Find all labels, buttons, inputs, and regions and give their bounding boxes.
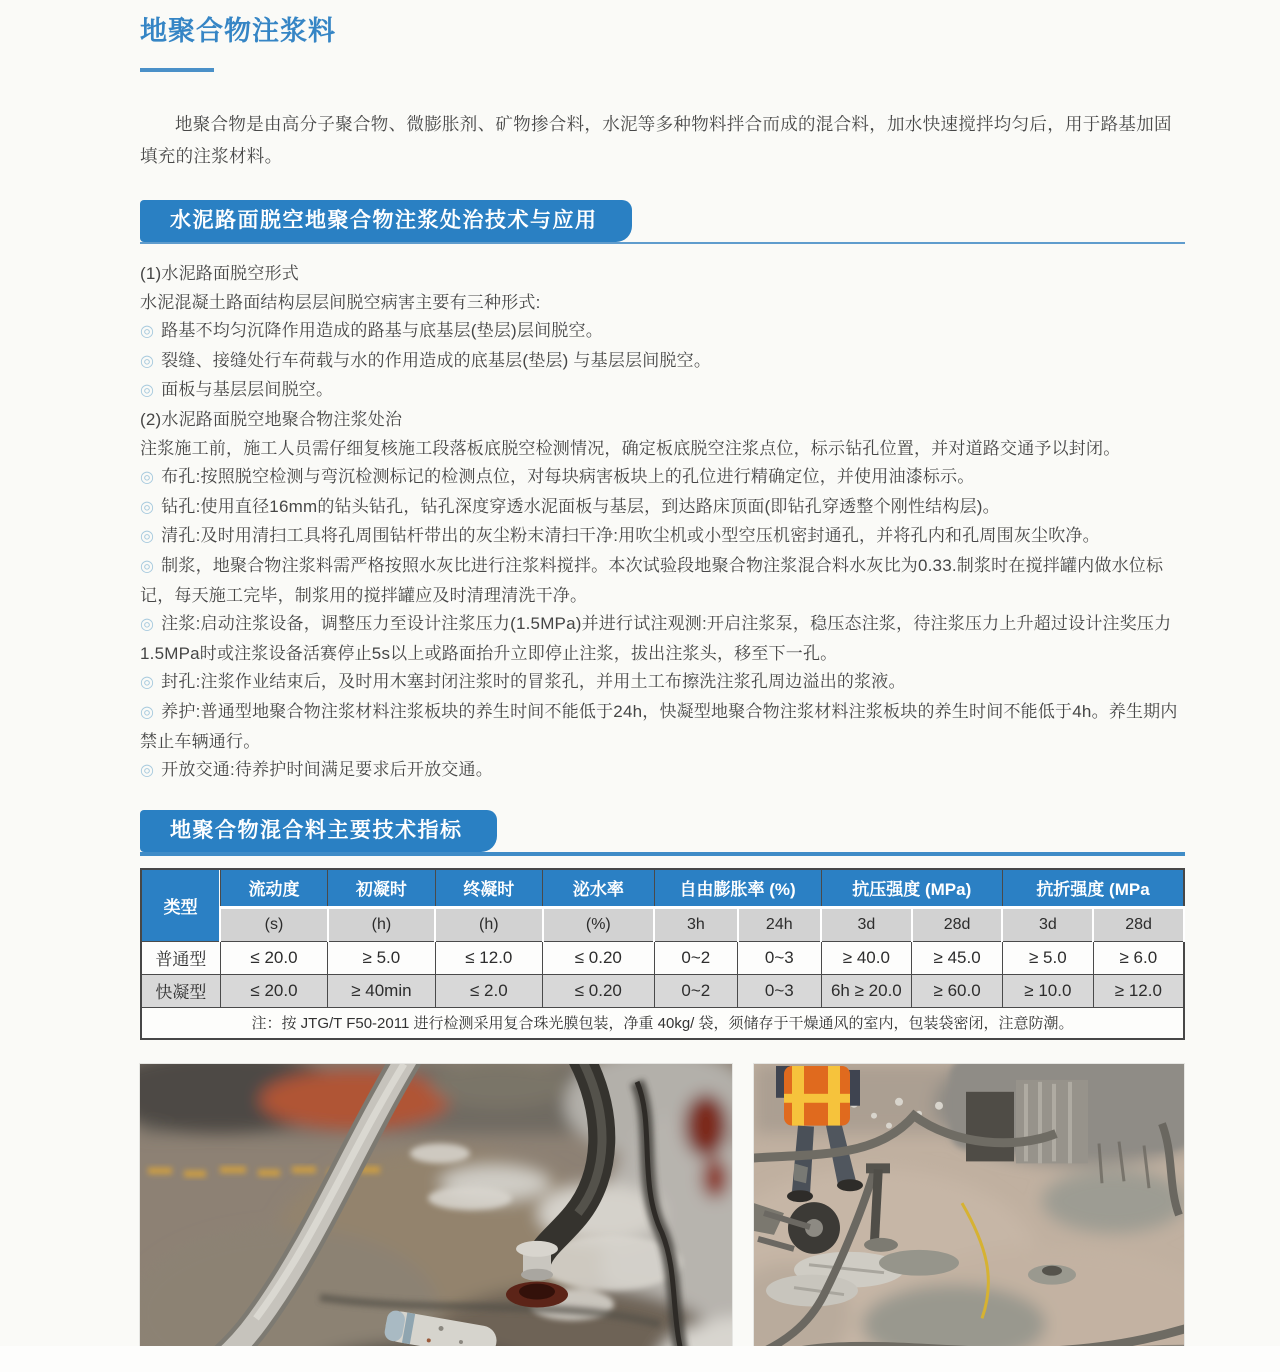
row-type-cell: 快凝型 bbox=[141, 974, 220, 1007]
table-row bbox=[141, 974, 1184, 1007]
table-cell: ≥ 60.0 bbox=[912, 974, 1003, 1007]
table-cell: ≤ 12.0 bbox=[435, 941, 542, 974]
body-paragraph: (2)水泥路面脱空地聚合物注浆处治 bbox=[140, 409, 403, 429]
unit-header-cell: (s) bbox=[220, 907, 327, 941]
worksite-illustration bbox=[754, 1064, 1184, 1372]
table-cell: ≥ 5.0 bbox=[1002, 941, 1093, 974]
unit-header-cell: 3h bbox=[654, 907, 737, 941]
table-cell: ≥ 6.0 bbox=[1093, 941, 1184, 974]
table-cell: ≥ 40min bbox=[328, 974, 435, 1007]
table-cell: 0~2 bbox=[654, 974, 737, 1007]
bullet-icon: ◎ bbox=[140, 469, 155, 487]
bullet-icon: ◎ bbox=[140, 674, 155, 692]
bullet-icon: ◎ bbox=[140, 498, 155, 516]
photo-grout-injection-hole bbox=[140, 1064, 732, 1372]
unit-header-cell: (h) bbox=[435, 907, 542, 941]
body-paragraph: 注浆施工前，施工人员需仔细复核施工段落板底脱空检测情况，确定板底脱空注浆点位，标示钻孔位置，并对道路交通予以封闭。 bbox=[140, 438, 1121, 458]
title-underline bbox=[140, 68, 214, 72]
unit-header-cell: 28d bbox=[912, 907, 1003, 941]
table-cell: ≤ 0.20 bbox=[543, 974, 655, 1007]
table-cell: ≤ 2.0 bbox=[435, 974, 542, 1007]
table-cell: 0~3 bbox=[738, 941, 821, 974]
column-group-header: 自由膨胀率 (%) bbox=[654, 869, 821, 908]
table-cell: 0~3 bbox=[738, 974, 821, 1007]
column-group-header: 终凝时 bbox=[435, 869, 542, 908]
section2-header bbox=[140, 810, 1185, 856]
column-group-header: 泌水率 bbox=[543, 869, 655, 908]
bottom-strip bbox=[0, 1346, 1280, 1372]
unit-header-cell: (%) bbox=[543, 907, 655, 941]
bullet-item: ◎ 路基不均匀沉降作用造成的路基与底基层(垫层)层间脱空。 bbox=[140, 321, 603, 341]
column-group-header: 抗折强度 (MPa bbox=[1002, 869, 1184, 908]
body-paragraph: (1)水泥路面脱空形式 bbox=[140, 264, 299, 283]
table-note: 注：按 JTG/T F50-2011 进行检测采用复合珠光膜包装，净重 40kg/ 袋，须储存于干燥通风的室内，包装袋密闭，注意防潮。 bbox=[141, 1007, 1184, 1039]
bullet-item: ◎ 布孔:按照脱空检测与弯沉检测标记的检测点位，对每块病害板块上的孔位进行精确定位，并使用油漆标示。 bbox=[140, 467, 975, 487]
bullet-item: ◎ 养护:普通型地聚合物注浆材料注浆板块的养生时间不能低于24h，快凝型地聚合物注浆材料注浆板块的养生时间不能低于4h。养生期内禁止车辆通行。 bbox=[140, 701, 1178, 751]
section2-banner: 地聚合物混合料主要技术指标 bbox=[140, 810, 497, 852]
table-cell: 0~2 bbox=[654, 941, 737, 974]
section1-body bbox=[140, 260, 1185, 786]
unit-header-cell: 24h bbox=[738, 907, 821, 941]
table-cell: ≥ 5.0 bbox=[328, 941, 435, 974]
bullet-item: ◎ 制浆，地聚合物注浆料需严格按照水灰比进行注浆料搅拌。本次试验段地聚合物注浆混合料水灰比为0.33.制浆时在搅拌罐内做水位标记，每天施工完毕，制浆用的搅拌罐应及时清理清洗干净。 bbox=[140, 555, 1164, 605]
photo-row bbox=[140, 1064, 1185, 1372]
row-type-cell: 普通型 bbox=[141, 941, 220, 974]
column-group-header: 抗压强度 (MPa) bbox=[821, 869, 1002, 908]
bullet-icon: ◎ bbox=[140, 762, 155, 780]
body-paragraph: 水泥混凝土路面结构层层间脱空病害主要有三种形式: bbox=[140, 292, 541, 312]
table-cell: ≥ 45.0 bbox=[912, 941, 1003, 974]
bullet-icon: ◎ bbox=[140, 557, 155, 575]
bullet-icon: ◎ bbox=[140, 616, 155, 634]
table-cell: ≥ 40.0 bbox=[821, 941, 912, 974]
page-title: 地聚合物注浆料 bbox=[140, 16, 336, 46]
bullet-icon: ◎ bbox=[140, 382, 155, 400]
unit-header-cell: 3d bbox=[1002, 907, 1093, 941]
table-cell: ≥ 12.0 bbox=[1093, 974, 1184, 1007]
bullet-item: ◎ 面板与基层层间脱空。 bbox=[140, 380, 334, 400]
unit-header-cell: (h) bbox=[328, 907, 435, 941]
table-row bbox=[141, 941, 1184, 974]
grout-hole-illustration bbox=[140, 1064, 732, 1372]
table-cell: ≤ 20.0 bbox=[220, 974, 327, 1007]
unit-header-cell: 3d bbox=[821, 907, 912, 941]
unit-header-cell: 28d bbox=[1093, 907, 1184, 941]
section1-banner: 水泥路面脱空地聚合物注浆处治技术与应用 bbox=[140, 200, 632, 242]
table-cell: ≥ 10.0 bbox=[1002, 974, 1093, 1007]
table-cell: ≤ 0.20 bbox=[543, 941, 655, 974]
bullet-item: ◎ 封孔:注浆作业结束后，及时用木塞封闭注浆时的冒浆孔，并用土工布擦洗注浆孔周边溢出的浆液。 bbox=[140, 672, 906, 692]
bullet-item: ◎ 钻孔:使用直径16mm的钻头钻孔，钻孔深度穿透水泥面板与基层，到达路床顶面(即钻孔穿透整个刚性结构层)。 bbox=[140, 496, 1000, 516]
column-group-header: 流动度 bbox=[220, 869, 327, 908]
intro-paragraph: 地聚合物是由高分子聚合物、微膨胀剂、矿物掺合料，水泥等多种物料拌合而成的混合料，加水快速搅拌均匀后，用于路基加固填充的注浆材料。 bbox=[140, 114, 1172, 166]
column-group-header: 初凝时 bbox=[328, 869, 435, 908]
section1-header bbox=[140, 200, 1185, 244]
bullet-item: ◎ 注浆:启动注浆设备，调整压力至设计注浆压力(1.5MPa)并进行试注观测:开启注浆泵，稳压态注浆，待注浆压力上升超过设计注奖压力1.5MPa时或注浆设备活赛停止5s以上或路面抬升立即停止注浆，拔出注浆头，移至下一孔。 bbox=[140, 614, 1172, 663]
spec-table bbox=[140, 868, 1185, 1040]
bullet-icon: ◎ bbox=[140, 703, 155, 721]
column-header-type: 类型 bbox=[141, 869, 220, 942]
table-cell: 6h ≥ 20.0 bbox=[821, 974, 912, 1007]
table-cell: ≤ 20.0 bbox=[220, 941, 327, 974]
bullet-icon: ◎ bbox=[140, 352, 155, 370]
photo-grouting-worksite bbox=[754, 1064, 1184, 1372]
bullet-item: ◎ 开放交通:待养护时间满足要求后开放交通。 bbox=[140, 760, 493, 780]
bullet-icon: ◎ bbox=[140, 528, 155, 546]
bullet-item: ◎ 裂缝、接缝处行车荷载与水的作用造成的底基层(垫层) 与基层层间脱空。 bbox=[140, 350, 712, 370]
bullet-item: ◎ 清孔:及时用清扫工具将孔周围钻杆带出的灰尘粉末清扫干净:用吹尘机或小型空压机密封通孔，并将孔内和孔周围灰尘吹净。 bbox=[140, 526, 1100, 546]
bullet-icon: ◎ bbox=[140, 323, 155, 341]
